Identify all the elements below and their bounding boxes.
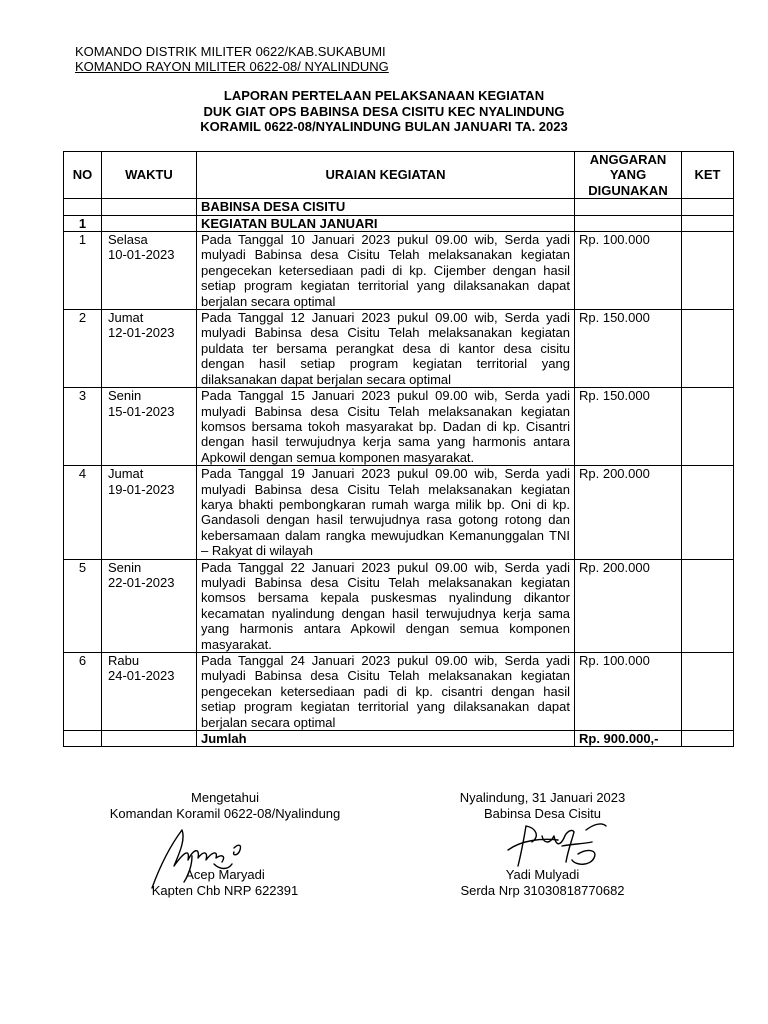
signature-image: [502, 810, 612, 884]
title-line-1: LAPORAN PERTELAAN PELAKSANAAN KEGIATAN: [223, 88, 545, 103]
subsection-row: [64, 215, 734, 231]
org-line-1: KOMANDO DISTRIK MILITER 0622/KAB.SUKABUMI: [75, 44, 386, 59]
row-waktu: [102, 310, 197, 388]
row-desc: Pada Tanggal 10 Januari 2023 pukul 09.00 wib, Serda yadi mulyadi Babinsa desa Cisitu Telah melaksanakan kegiatan pengecekan ketersediaan padi di kp. Cijember dengan hasil setiap program kegiatan territorial yang dilaksanakan dapat berjalan secara optimal: [197, 232, 575, 310]
row-no: 3: [64, 388, 102, 466]
row-ket: [682, 310, 734, 388]
row-date: 10-01-2023: [108, 247, 175, 263]
cell: [575, 199, 682, 215]
row-date: 12-01-2023: [108, 325, 175, 341]
row-day: Rabu: [108, 653, 140, 668]
row-desc: Pada Tanggal 15 Januari 2023 pukul 09.00 wib, Serda yadi mulyadi Babinsa desa Cisitu Telah melaksanakan kegiatan komsos bersama tokoh masyarakat bp. Dadan di kp. Cisantri dengan hasil terwujudnya kerja sama yang harmonis antara Apkowil dengan semua komponen masyarakat.: [197, 388, 575, 466]
org-line-2: KOMANDO RAYON MILITER 0622-08/ NYALINDUNG: [75, 59, 389, 74]
signature-block-right: [420, 790, 665, 899]
row-waktu: [102, 388, 197, 466]
row-no: 2: [64, 310, 102, 388]
table-header-row: [64, 152, 734, 199]
row-date: 15-01-2023: [108, 403, 175, 419]
row-date: 19-01-2023: [108, 481, 175, 497]
cell: [64, 731, 102, 747]
sig-left-line-2: Komandan Koramil 0622-08/Nyalindung: [109, 806, 341, 821]
row-day: Jumat: [108, 310, 144, 326]
activity-table: [63, 151, 734, 747]
header-anggaran: ANGGARAN YANG DIGUNAKAN: [575, 152, 682, 199]
row-desc: Pada Tanggal 22 Januari 2023 pukul 09.00 wib, Serda yadi mulyadi Babinsa desa Cisitu Telah melaksanakan kegiatan komsos bersama kepala puskesmas nyalindung dikantor kecamatan nyalindung dengan hasil terwujudnya kerja sama yang harmonis antara Apkowil dengan semua komponen masyarakat.: [197, 559, 575, 652]
header-no: NO: [64, 152, 102, 199]
signature-image: [148, 826, 268, 898]
row-day: Selasa: [108, 232, 148, 248]
organization-header: [75, 44, 389, 74]
row-no: 5: [64, 559, 102, 652]
cell: [102, 215, 197, 231]
cell: [102, 731, 197, 747]
subsection-no: 1: [64, 215, 102, 231]
sig-right-line-1: Nyalindung, 31 Januari 2023: [459, 790, 626, 805]
row-ket: [682, 559, 734, 652]
row-ket: [682, 653, 734, 731]
row-no: 4: [64, 466, 102, 559]
row-desc: Pada Tanggal 12 Januari 2023 pukul 09.00 wib, Serda yadi mulyadi Babinsa desa Cisitu Telah melaksanakan kegiatan puldata ter bersama perangkat desa di kantor desa cisitu dengan hasil setiap program kegiatan territorial yang dilaksanakan dapat berjalan secara optimal: [197, 310, 575, 388]
cell: [682, 731, 734, 747]
row-day: Jumat: [108, 466, 144, 482]
title-line-2: DUK GIAT OPS BABINSA DESA CISITU KEC NYALINDUNG: [203, 103, 565, 119]
table-row: [64, 232, 734, 310]
subsection-title: KEGIATAN BULAN JANUARI: [197, 215, 575, 231]
sig-right-line-2: Babinsa Desa Cisitu: [483, 806, 602, 821]
row-amount: Rp. 100.000: [575, 653, 682, 731]
row-day: Senin: [108, 559, 142, 575]
total-amount: Rp. 900.000,-: [575, 731, 682, 747]
row-amount: Rp. 150.000: [575, 310, 682, 388]
sig-right-name: Yadi Mulyadi: [505, 867, 580, 882]
signature-block-left: [90, 790, 360, 899]
section-title: BABINSA DESA CISITU: [197, 199, 575, 215]
row-ket: [682, 466, 734, 559]
row-waktu: [102, 466, 197, 559]
sig-right-rank: Serda Nrp 31030818770682: [460, 883, 625, 898]
cell: [102, 199, 197, 215]
cell: [64, 199, 102, 215]
row-amount: Rp. 100.000: [575, 232, 682, 310]
table-row: [64, 466, 734, 559]
row-waktu: [102, 559, 197, 652]
table-row: [64, 388, 734, 466]
row-amount: Rp. 200.000: [575, 466, 682, 559]
row-desc: Pada Tanggal 24 Januari 2023 pukul 09.00 wib, Serda yadi mulyadi Babinsa desa Cisitu Telah melaksanakan kegiatan pengecekan ketersediaan padi di kp. cisantri dengan hasil setiap program kegiatan territorial yang dilaksanakan dapat berjalan secara optimal: [197, 653, 575, 731]
sig-left-rank: Kapten Chb NRP 622391: [151, 883, 299, 898]
row-amount: Rp. 200.000: [575, 559, 682, 652]
row-no: 6: [64, 653, 102, 731]
section-row: [64, 199, 734, 215]
table-row: [64, 653, 734, 731]
cell: [575, 215, 682, 231]
row-ket: [682, 232, 734, 310]
sig-left-name: Acep Maryadi: [185, 867, 265, 882]
header-ket: KET: [682, 152, 734, 199]
row-day: Senin: [108, 388, 142, 404]
total-label: Jumlah: [197, 731, 575, 747]
sig-left-line-1: Mengetahui: [191, 790, 259, 805]
cell: [682, 215, 734, 231]
row-date: 24-01-2023: [108, 668, 175, 684]
row-date: 22-01-2023: [108, 574, 175, 590]
row-waktu: [102, 653, 197, 731]
total-row: [64, 731, 734, 747]
row-amount: Rp. 150.000: [575, 388, 682, 466]
cell: [682, 199, 734, 215]
title-line-3: KORAMIL 0622-08/NYALINDUNG BULAN JANUARI TA. 2023: [200, 119, 568, 134]
table-row: [64, 310, 734, 388]
row-desc: Pada Tanggal 19 Januari 2023 pukul 09.00 wib, Serda yadi mulyadi Babinsa desa Cisitu Telah melaksanakan kegiatan karya bhakti pembongkaran rumah warga milik bp. Oni di kp. Gandasoli dengan hasil terwujudnya rasa gotong rotong dan kebersamaan dalam rangka mewujudkan Kemanunggalan TNI – Rakyat di wilayah: [197, 466, 575, 559]
header-waktu: WAKTU: [102, 152, 197, 199]
table-row: [64, 559, 734, 652]
row-no: 1: [64, 232, 102, 310]
row-ket: [682, 388, 734, 466]
report-title: [0, 88, 768, 135]
header-uraian: URAIAN KEGIATAN: [197, 152, 575, 199]
row-waktu: [102, 232, 197, 310]
